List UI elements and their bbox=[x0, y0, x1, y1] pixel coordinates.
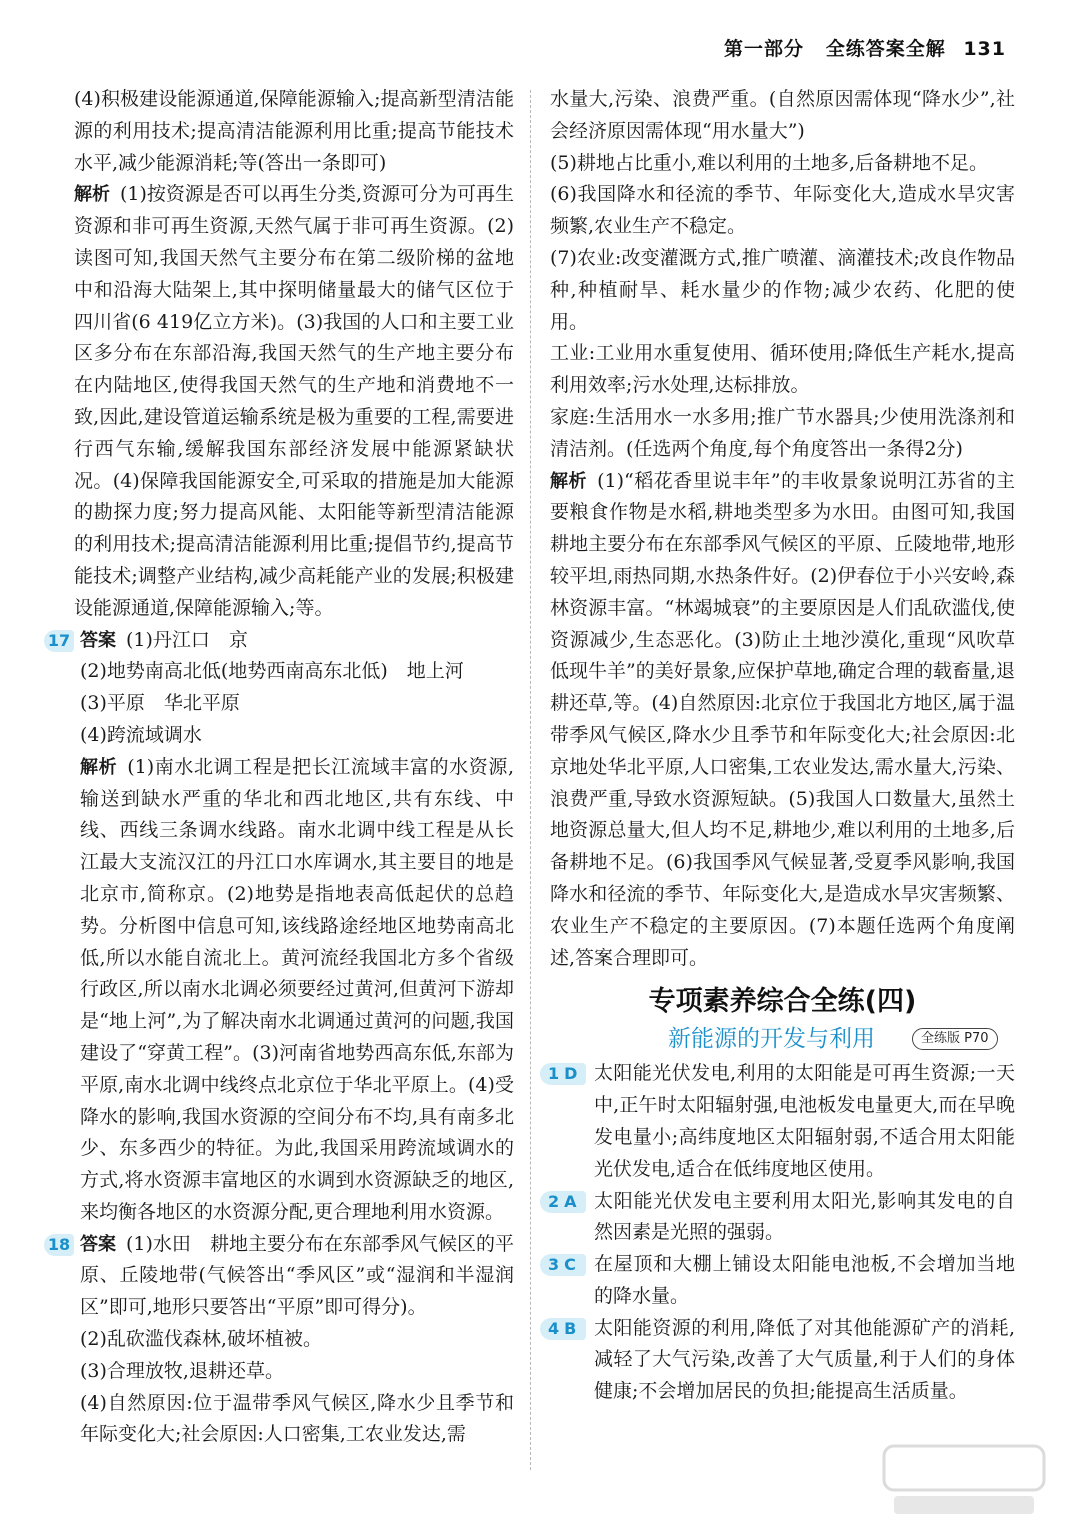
analysis-label: 解析 bbox=[74, 184, 111, 206]
q16-analysis-text: (1)按资源是否可以再生分类,资源可分为可再生资源和非可再生资源,天然气属于非可再生资源。(2)读图可知,我国天然气主要分布在第二级阶梯的盆地中和沿海大陆架上,其中探明储量最大的储气区位于四川省(6 419亿立方米)。(3)我国的人口和主要工业区多分布在东部沿海,我国天然气的生产地主要分布在内陆地区,使得我国天然气的生产地和消费地不一致,因此,建设管道运输系统是极为重要的工程,需要进行西气东输,缓解我国东部经济发展中能源紧缺状况。(4)保障我国能源安全,可采取的措施是加大能源的勘探力度;努力提高风能、太阳能等新型清洁能源的利用技术;提高清洁能源利用比重;提倡节约,提高节能技术;调整产业结构,减少高耗能产业的发展;积极建设能源通道,保障能源输入;等。 bbox=[74, 183, 514, 619]
q18-a3: (3)合理放牧,退耕还草。 bbox=[80, 1359, 284, 1382]
q18-home: 家庭:生活用水一水多用;推广节水器具;少使用洗涤剂和清洁剂。(任选两个角度,每个角度答出一条得2分) bbox=[550, 405, 1015, 460]
q18-a7: (7)农业:改变灌溉方式,推广喷灌、滴灌技术;改良作物品种,种植耐旱、耗水量少的作物;减少农药、化肥的使用。 bbox=[550, 246, 1015, 333]
q18-a2: (2)乱砍滥伐森林,破坏植被。 bbox=[80, 1328, 322, 1351]
q18-a5: (5)耕地占比重小,难以利用的土地多,后备耕地不足。 bbox=[550, 151, 988, 174]
right-column bbox=[550, 84, 1015, 1408]
answer-number-badge: 4 B bbox=[540, 1318, 586, 1340]
header-section: 全练答案全解 bbox=[825, 38, 946, 60]
q16-answer-4: (4)积极建设能源通道,保障能源输入;提高新型清洁能源的利用技术;提高清洁能源利用比重;提高节能技术水平,减少能源消耗;等(答出一条即可) bbox=[74, 88, 514, 174]
q18-a6: (6)我国降水和径流的季节、年际变化大,造成水旱灾害频繁,农业生产不稳定。 bbox=[550, 183, 1015, 238]
q17-analysis-text: (1)南水北调工程是把长江流域丰富的水资源,输送到缺水严重的华北和西北地区,共有东线、中线、西线三条调水线路。南水北调中线工程是从长江最大支流汉江的丹江口水库调水,其主要目的地是北京市,简称京。(2)地势是指地表高低起伏的总趋势。分析图中信息可知,该线路途经地区地势南高北低,所以水能自流北上。黄河流经我国北方多个省级行政区,所以南水北调必须要经过黄河,但黄河下游却是“地上河”,为了解决南水北调通过黄河的问题,我国建设了“穿黄工程”。(3)河南省地势西高东低,东部为平原,南水北调中线终点北京位于华北平原上。(4)受降水的影响,我国水资源的空间分布不均,具有南多北少、东多西少的特征。为此,我国采用跨流域调水的方式,将水资源丰富地区的水调到水资源缺乏的地区,来均衡各地区的水资源分配,更合理地利用水资源。 bbox=[80, 755, 514, 1223]
answer-number-badge: 2 A bbox=[540, 1191, 586, 1213]
answer-text: 太阳能光伏发电,利用的太阳能是可再生资源;一天中,正午时太阳辐射强,电池板发电量更大,而在早晚发电量小;高纬度地区太阳辐射弱,不适合用太阳能光伏发电,适合在低纬度地区使用。 bbox=[594, 1062, 1015, 1180]
q17-a1: (1)丹江口 京 bbox=[126, 628, 248, 651]
subtitle-row bbox=[550, 1022, 1015, 1058]
q17-number: 17 bbox=[44, 630, 74, 652]
header-part: 第一部分 bbox=[724, 38, 805, 60]
q18-industry: 工业:工业用水重复使用、循环使用;降低生产耗水,提高利用效率;污水处理,达标排放。 bbox=[550, 342, 1015, 397]
answer-text: 太阳能光伏发电主要利用太阳光,影响其发电的自然因素是光照的强弱。 bbox=[594, 1189, 1015, 1244]
q18-a1: (1)水田 耕地主要分布在东部季风气候区的平原、丘陵地带(气候答出“季风区”或“湿润和半湿润区”即可,地形只要答出“平原”即可得分)。 bbox=[80, 1232, 515, 1319]
q18-block bbox=[47, 1229, 515, 1452]
answer-label: 答案 bbox=[80, 1233, 117, 1255]
q17-analysis bbox=[80, 752, 514, 1229]
analysis-label: 解析 bbox=[80, 756, 118, 778]
q17-a3: (3)平原 华北平原 bbox=[80, 692, 240, 715]
answer-number-badge: 3 C bbox=[540, 1254, 586, 1276]
answer-item bbox=[550, 1186, 1015, 1250]
column-divider bbox=[530, 90, 531, 1470]
page-header bbox=[710, 34, 1006, 61]
q18-a4: (4)自然原因:位于温带季风气候区,降水少且季节和年际变化大;社会原因:人口密集,工农业发达,需 bbox=[80, 1391, 514, 1446]
q18-a4-cont: 水量大,污染、浪费严重。(自然原因需体现“降水少”,社会经济原因需体现“用水量大”) bbox=[550, 88, 1015, 142]
answer-text: 太阳能资源的利用,降低了对其他能源矿产的消耗,减轻了大气污染,改善了大气质量,利于人们的身体健康;不会增加居民的负担;能提高生活质量。 bbox=[594, 1316, 1015, 1403]
q16-analysis bbox=[52, 179, 514, 624]
answer-number-badge: 1 D bbox=[540, 1063, 586, 1085]
edition-badge: 全练版 P70 bbox=[912, 1028, 998, 1050]
q18-answer-line bbox=[80, 1229, 514, 1324]
answer-label: 答案 bbox=[80, 629, 116, 651]
q17-answer-line bbox=[80, 625, 514, 657]
q17-a2: (2)地势南高北低(地势西南高东北低) 地上河 bbox=[80, 660, 464, 683]
answer-text: 在屋顶和大棚上铺设太阳能电池板,不会增加当地的降水量。 bbox=[594, 1253, 1015, 1307]
answer-item bbox=[550, 1058, 1015, 1185]
page-number: 131 bbox=[963, 38, 1006, 60]
q18-analysis bbox=[550, 466, 1015, 975]
section-subtitle: 新能源的开发与利用 bbox=[668, 1026, 875, 1053]
q17-block bbox=[47, 625, 514, 1229]
section-title: 专项素养综合全练(四) bbox=[648, 986, 917, 1018]
q18-number: 18 bbox=[44, 1234, 74, 1256]
q18-analysis-text: (1)“稻花香里说丰年”的丰收景象说明江苏省的主要粮食作物是水稻,耕地类型多为水田。由图可知,我国耕地主要分布在东部季风气候区的平原、丘陵地带,地形较平坦,雨热同期,水热条件好。(2)伊春位于小兴安岭,森林资源丰富。“林竭城衰”的主要原因是人们乱砍滥伐,使资源减少,生态恶化。(3)防止土地沙漠化,重现“风吹草低现牛羊”的美好景象,应保护草地,确定合理的载畜量,退耕还草,等。(4)自然原因:北京位于我国北方地区,属于温带季风气候区,降水少且季节和年际变化大;社会原因:北京地处华北平原,人口密集,工农业发达,需水量大,污染、浪费严重,导致水资源短缺。(5)我国人口数量大,虽然土地资源总量大,但人均不足,耕地少,难以利用的土地多,后备耕地不足。(6)我国季风气候显著,受夏季风影响,我国降水和径流的季节、年际变化大,是造成水旱灾害频繁、农业生产不稳定的主要原因。(7)本题任选两个角度阐述,答案合理即可。 bbox=[550, 469, 1016, 969]
q17-a4: (4)跨流域调水 bbox=[80, 723, 202, 746]
left-column bbox=[47, 84, 515, 1451]
answer-item bbox=[550, 1249, 1015, 1313]
watermark-logo bbox=[880, 1440, 1050, 1520]
analysis-label: 解析 bbox=[550, 470, 588, 492]
answer-item bbox=[550, 1313, 1015, 1408]
